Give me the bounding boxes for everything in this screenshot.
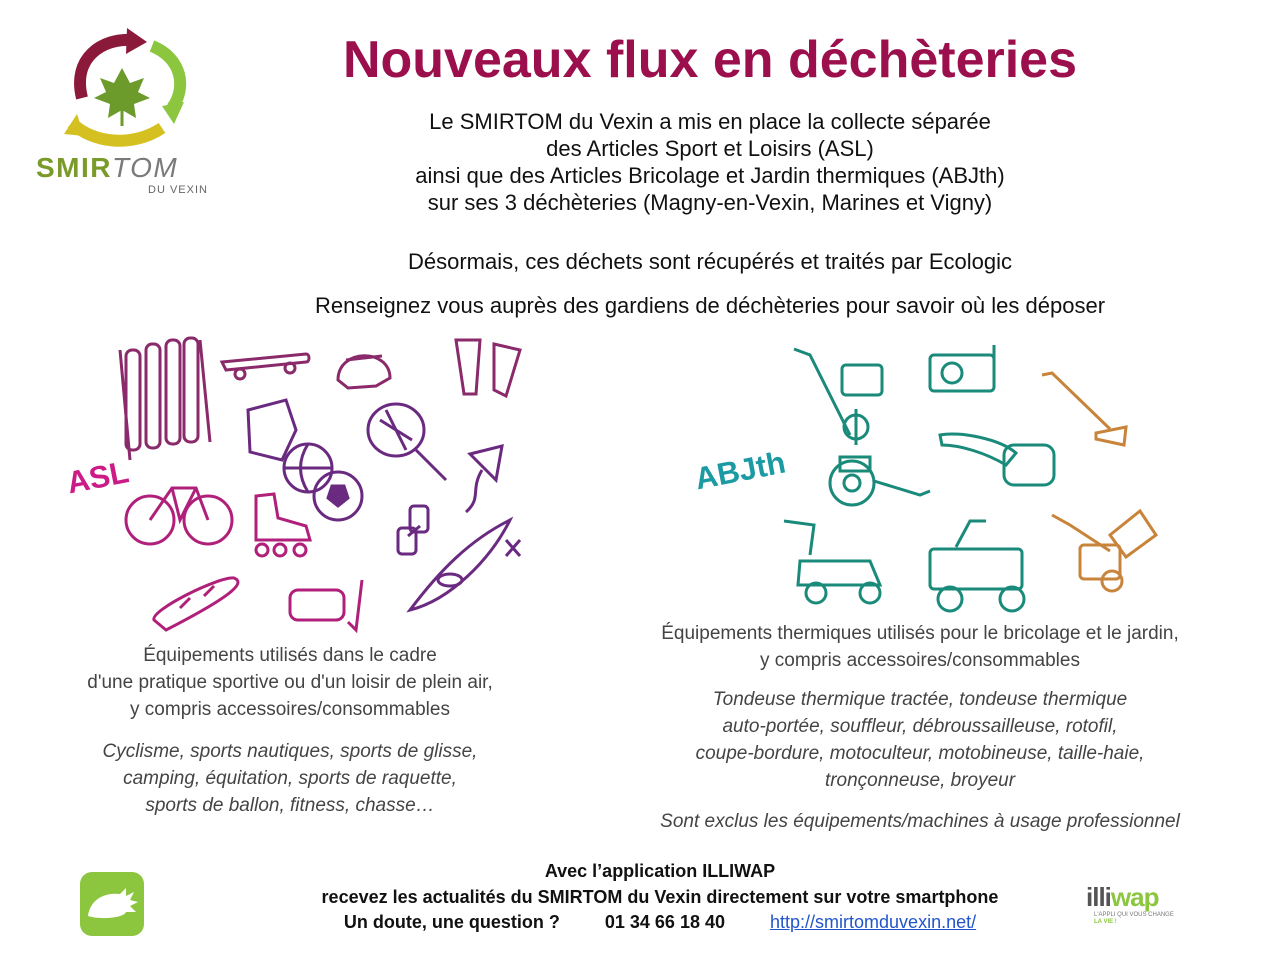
bicycle-icon	[126, 488, 232, 544]
illiwap-logo-text: illiwap	[1086, 882, 1159, 912]
dumbbell-icon	[398, 506, 428, 554]
asl-examples-line: camping, équitation, sports de raquette,	[123, 768, 457, 789]
asl-illustrations	[110, 330, 550, 640]
asl-description-line: Équipements utilisés dans le cadre	[143, 645, 437, 666]
diving-mask-icon	[290, 580, 362, 630]
asl-description	[30, 642, 550, 723]
phone-number: 01 34 66 18 40	[604, 912, 725, 932]
roller-skate-icon	[256, 494, 310, 556]
abjth-tag: ABJth	[692, 444, 789, 497]
asl-examples	[30, 738, 550, 819]
abjth-examples-line: coupe-bordure, motoculteur, motobineuse, taille-haie,	[695, 743, 1145, 764]
skateboard-icon	[222, 354, 309, 379]
hedgehog-icon[interactable]	[80, 872, 144, 936]
skis-icon	[120, 338, 210, 460]
page-title: Nouveaux flux en déchèteries	[342, 31, 1078, 89]
hedgehog-icon-graphic	[80, 872, 144, 936]
gardiens-line: Renseignez vous auprès des gardiens de déchèteries pour savoir où les déposer	[314, 293, 1106, 318]
illiwap-app-line: Avec l’application ILLIWAP	[544, 861, 776, 881]
flippers-icon	[456, 340, 520, 396]
asl-examples-line: Cyclisme, sports nautiques, sports de glisse,	[102, 741, 478, 762]
lawn-mower-icon	[784, 521, 880, 603]
asl-examples-line: sports de ballon, fitness, chasse…	[145, 795, 435, 816]
abjth-examples-line: auto-portée, souffleur, débroussailleuse, rotofil,	[722, 716, 1118, 737]
soccer-ball-icon	[314, 472, 362, 520]
tiller-icon	[794, 349, 882, 445]
motor-pump-icon	[930, 345, 994, 391]
shredder-icon	[1052, 511, 1156, 591]
smirtom-logo-text: SMIRTOM	[36, 152, 179, 183]
kite-icon	[466, 446, 502, 512]
abjth-examples-line: tronçonneuse, broyeur	[824, 770, 1016, 791]
asl-description-line: d'une pratique sportive ou d'un loisir de plein air,	[87, 672, 493, 693]
intro-line: Le SMIRTOM du Vexin a mis en place la collecte séparée	[429, 109, 991, 134]
abjth-examples	[590, 686, 1250, 794]
abjth-description-line: Équipements thermiques utilisés pour le bricolage et le jardin,	[661, 623, 1179, 644]
smirtom-logo-subtitle: DU VEXIN	[148, 184, 208, 196]
ride-on-mower-icon	[930, 521, 1024, 611]
question-text: Un doute, une question ?	[343, 912, 560, 932]
abjth-description	[590, 620, 1250, 674]
illiwap-tagline-2: LA VIE !	[1094, 919, 1117, 925]
asl-tag: ASL	[64, 454, 132, 501]
footer-text	[160, 858, 1160, 910]
intro-line: des Articles Sport et Loisirs (ASL)	[546, 136, 874, 161]
abjth-exclusion: Sont exclus les équipements/machines à usage professionnel	[660, 811, 1180, 832]
maple-leaf-recycle-icon	[22, 28, 227, 158]
contact-line	[160, 912, 1160, 933]
basketball-icon	[284, 444, 332, 492]
abjth-description-line: y compris accessoires/consommables	[760, 650, 1080, 671]
abjth-examples-line: Tondeuse thermique tractée, tondeuse thermique	[712, 689, 1128, 710]
intro-text	[230, 108, 1190, 216]
intro-line: ainsi que des Articles Bricolage et Jardin thermiques (ABJth)	[415, 163, 1005, 188]
asl-description-line: y compris accessoires/consommables	[130, 699, 450, 720]
illiwap-tagline: L'APPLI QUI VOUS CHANGE	[1094, 912, 1174, 918]
tennis-racket-icon	[368, 404, 446, 480]
news-line: recevez les actualités du SMIRTOM du Vexin directement sur votre smartphone	[321, 887, 999, 907]
website-link[interactable]: http://smirtomduvexin.net/	[770, 912, 977, 932]
bodyboard-icon	[248, 400, 296, 460]
abjth-illustrations	[780, 335, 1160, 615]
ecologic-line: Désormais, ces déchets sont récupérés et traités par Ecologic	[407, 249, 1013, 274]
snowboard-icon	[154, 578, 238, 630]
trimmer-icon	[1042, 373, 1126, 445]
kayak-icon	[410, 520, 520, 610]
helmet-icon	[338, 356, 390, 388]
illiwap-logo	[1086, 870, 1186, 930]
smirtom-logo	[22, 28, 227, 203]
leaf-blower-icon	[830, 457, 930, 505]
chainsaw-icon	[940, 434, 1054, 485]
intro-line: sur ses 3 déchèteries (Magny-en-Vexin, Marines et Vigny)	[427, 190, 993, 215]
